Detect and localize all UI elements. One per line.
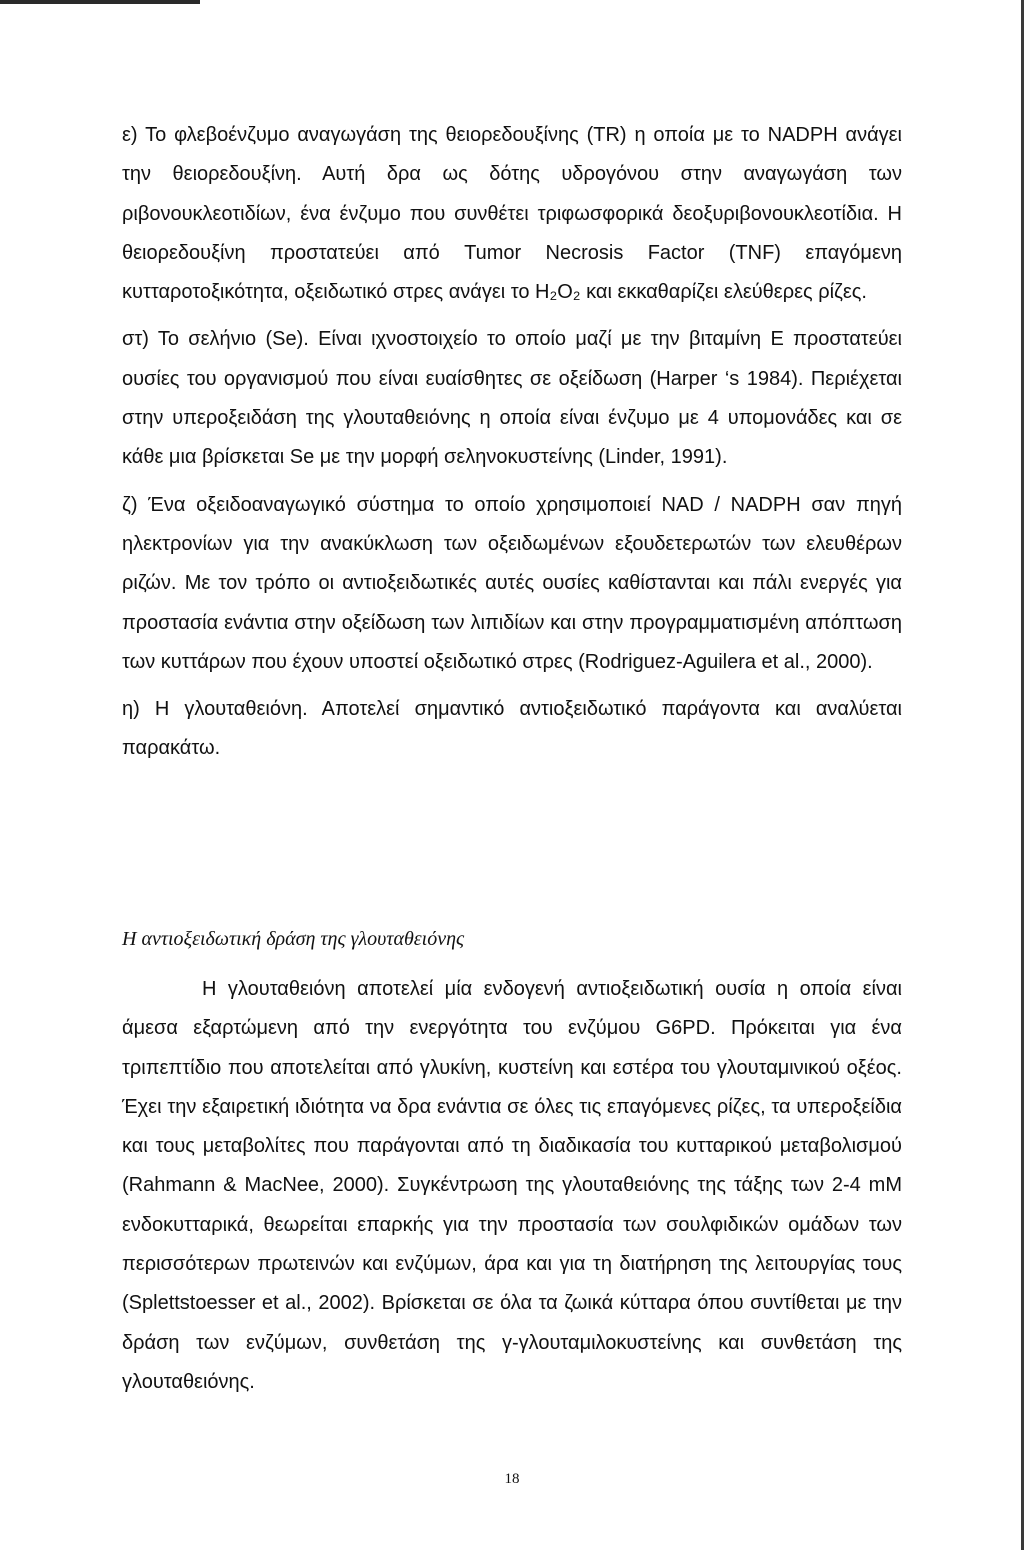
- section-body: Η γλουταθειόνη αποτελεί μία ενδογενή αντιοξειδωτική ουσία η οποία είναι άμεσα εξαρτώμενη από την ενεργότητα του ενζύμου G6PD. Πρόκειται για ένα τριπεπτίδιο που αποτελείται από γλυκίνη, κυστείνη και εστέρα του γλουταμινικού οξέος. Έχει την εξαιρετική ιδιότητα να δρα ενάντια σε όλες τις επαγόμενες ρίζες, τα υπεροξείδια και τους μεταβολίτες που παράγονται από τη διαδικασία του κυτταρικού μεταβολισμού (Rahmann & MacNee, 2000). Συγκέντρωση της γλουταθειόνης της τάξης των 2-4 mM ενδοκυτταρικά, θεωρείται επαρκής για την προστασία των σουλφιδικών ομάδων των περισσότερων πρωτεινών και ενζύμων, άρα και για τη διατήρηση της λειτουργίας τους (Splettstoesser et al., 2002). Βρίσκεται σε όλα τα ζωικά κύτταρα όπου συντίθεται με την δράση των ενζύμων, συνθετάση της γ-γλουταμιλοκυστείνης και συνθετάση της γλουταθειόνης.: [122, 978, 902, 1393]
- paragraph-st: στ) Το σελήνιο (Se). Είναι ιχνοστοιχείο το οποίο μαζί με την βιταμίνη Ε προστατεύει ουσίες του οργανισμού που είναι ευαίσθητες σε οξείδωση (Harper ‘s 1984). Περιέχεται στην υπεροξειδάση της γλουταθειόνης η οποία είναι ένζυμο με 4 υπομονάδες και σε κάθε μια βρίσκεται Se με την μορφή σεληνοκυστείνης (Linder, 1991).: [122, 328, 902, 469]
- paragraph-e: ε) Το φλεβοένζυμο αναγωγάση της θειορεδουξίνης (TR) η οποία με το NADPH ανάγει την θειορεδουξίνη. Αυτή δρα ως δότης υδρογόνου στην αναγωγάση των ριβονουκλεοτιδίων, ένα ένζυμο που συνθέτει τριφωσφορικά δεοξυριβονουκλεοτίδια. Η θειορεδουξίνη προστατεύει από Tumor Necrosis Factor (TNF) επαγόμενη κυτταροτοξικότητα, οξειδωτικό στρες ανάγει το H₂O₂ και εκκαθαρίζει ελεύθερες ρίζες.: [122, 124, 902, 304]
- page-number: 18: [504, 1471, 520, 1487]
- scan-top-border: [0, 0, 200, 4]
- paragraph-i: η) Η γλουταθειόνη. Αποτελεί σημαντικό αντιοξειδωτικό παράγοντα και αναλύεται παρακάτω.: [122, 698, 902, 760]
- paragraph-z: ζ) Ένα οξειδοαναγωγικό σύστημα το οποίο χρησιμοποιεί NAD / NADPH σαν πηγή ηλεκτρονίων για την ανακύκλωση των οξειδωμένων εξουδετερωτών των ελευθέρων ριζών. Με τον τρόπο οι αντιοξειδωτικές αυτές ουσίες καθίστανται και πάλι ενεργές για προστασία ενάντια στην οξείδωση των λιπιδίων και στην προγραμματισμένη απόπτωση των κυττάρων που έχουν υποστεί οξειδωτικό στρες (Rodriguez-Aguilera et al., 2000).: [122, 493, 902, 673]
- section-heading: Η αντιοξειδωτική δράση της γλουταθειόνης: [122, 928, 465, 950]
- list-paragraphs: [122, 116, 902, 769]
- section-body-container: [122, 970, 902, 1402]
